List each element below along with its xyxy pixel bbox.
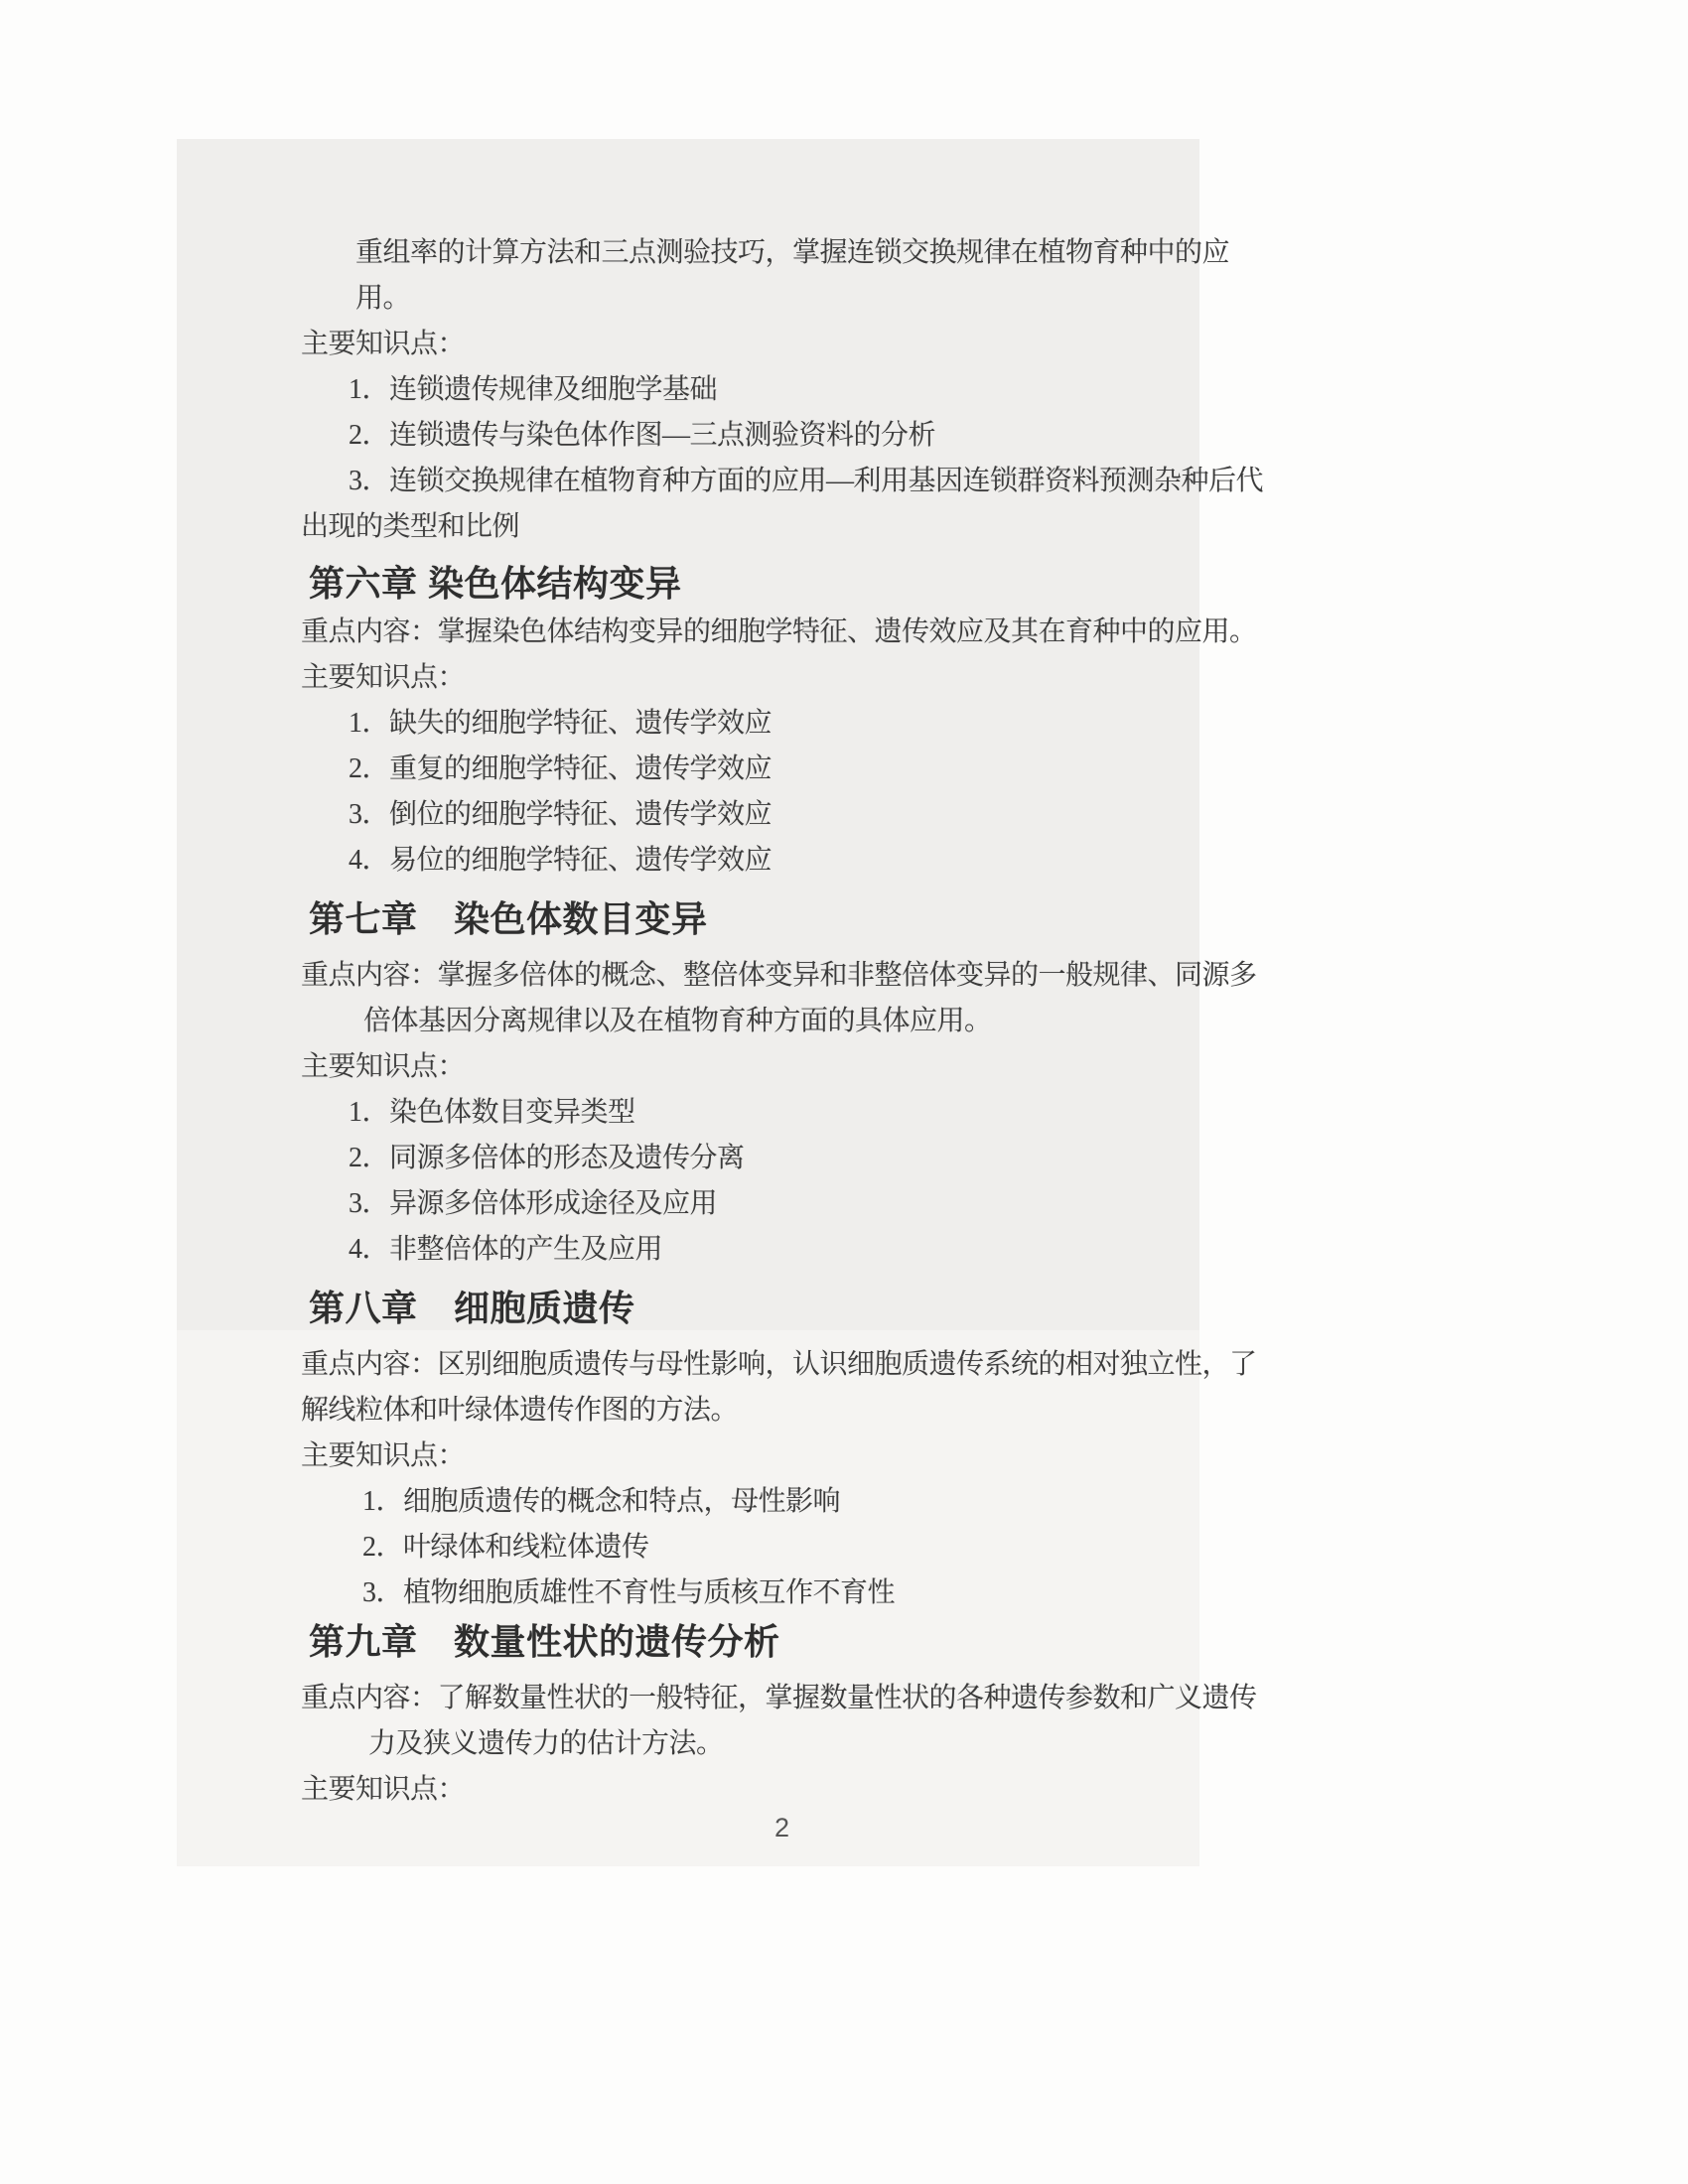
list-item-wrap: 出现的类型和比例 [301, 511, 520, 542]
chapter-heading-8: 第八章 细胞质遗传 [309, 1288, 635, 1328]
chapter-heading-6: 第六章 染色体结构变异 [309, 563, 682, 604]
list-item: 1．细胞质遗传的概念和特点，母性影响 [362, 1486, 841, 1517]
list-item: 2．叶绿体和线粒体遗传 [362, 1532, 649, 1563]
intro-wrap-line-2: 用。 [355, 283, 411, 314]
list-item: 1．连锁遗传规律及细胞学基础 [349, 374, 718, 405]
intro-wrap-line-1: 重组率的计算方法和三点测验技巧，掌握连锁交换规律在植物育种中的应 [355, 237, 1230, 268]
chapter8-keypoints-label: 主要知识点： [301, 1440, 466, 1471]
list-item: 1．缺失的细胞学特征、遗传学效应 [349, 708, 773, 739]
list-item: 2．同源多倍体的形态及遗传分离 [349, 1143, 745, 1173]
chapter6-keypoints-label: 主要知识点： [301, 662, 466, 693]
list-item: 2．连锁遗传与染色体作图—三点测验资料的分析 [349, 420, 936, 451]
chapter-heading-7: 第七章 染色体数目变异 [309, 898, 708, 939]
list-item: 3．异源多倍体形成途径及应用 [349, 1188, 718, 1219]
chapter6-focus-line: 重点内容：掌握染色体结构变异的细胞学特征、遗传效应及其在育种中的应用。 [301, 616, 1257, 647]
chapter-heading-9: 第九章 数量性状的遗传分析 [309, 1621, 780, 1662]
document-body [301, 230, 1304, 1813]
chapter8-focus-line-2: 解线粒体和叶绿体遗传作图的方法。 [301, 1395, 739, 1426]
list-item: 4．易位的细胞学特征、遗传学效应 [349, 845, 773, 876]
chapter8-focus-line-1: 重点内容：区别细胞质遗传与母性影响，认识细胞质遗传系统的相对独立性，了 [301, 1349, 1257, 1380]
chapter9-focus-line-1: 重点内容：了解数量性状的一般特征，掌握数量性状的各种遗传参数和广义遗传 [301, 1683, 1257, 1713]
list-item: 1．染色体数目变异类型 [349, 1097, 635, 1128]
list-item: 3．连锁交换规律在植物育种方面的应用—利用基因连锁群资料预测杂种后代 [349, 466, 1264, 496]
chapter7-focus-line-2: 倍体基因分离规律以及在植物育种方面的具体应用。 [363, 1006, 992, 1036]
list-item: 3．植物细胞质雄性不育性与质核互作不育性 [362, 1577, 896, 1608]
chapter9-keypoints-label: 主要知识点： [301, 1774, 466, 1805]
list-item: 2．重复的细胞学特征、遗传学效应 [349, 753, 773, 784]
intro-keypoints-label: 主要知识点： [301, 329, 466, 359]
chapter7-keypoints-label: 主要知识点： [301, 1051, 466, 1082]
chapter9-focus-line-2: 力及狭义遗传力的估计方法。 [368, 1728, 724, 1759]
page-number: 2 [774, 1813, 790, 1843]
list-item: 3．倒位的细胞学特征、遗传学效应 [349, 799, 773, 830]
list-item: 4．非整倍体的产生及应用 [349, 1234, 663, 1265]
chapter7-focus-line-1: 重点内容：掌握多倍体的概念、整倍体变异和非整倍体变异的一般规律、同源多 [301, 960, 1257, 991]
